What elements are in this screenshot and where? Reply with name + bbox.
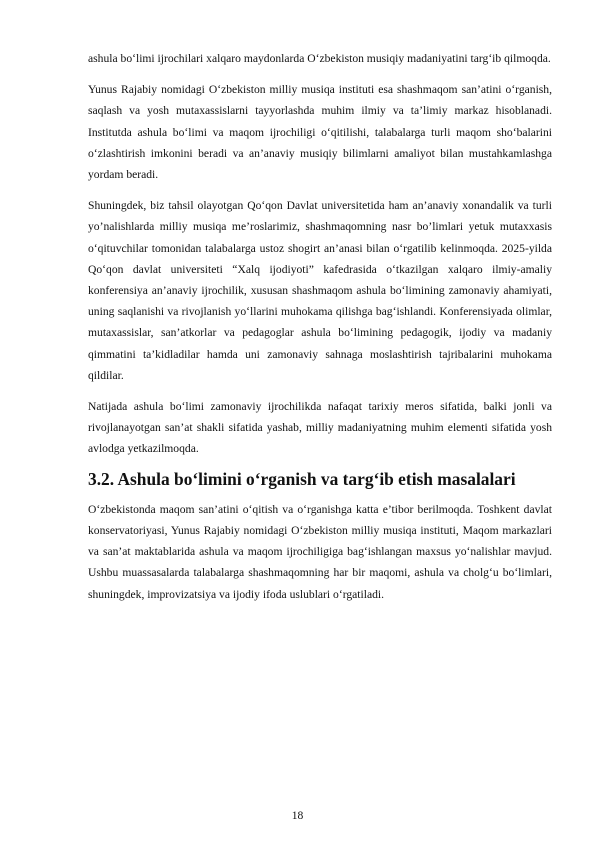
page-number: 18 (291, 809, 304, 822)
section-heading: 3.2. Ashula bo‘limini o‘rganish va targ‘ib etish masalalari (88, 468, 516, 489)
document-page (88, 48, 552, 615)
paragraph-continuation: ashula bo‘limi ijrochilari xalqaro maydonlarda O‘zbekiston musiqiy madaniyatini targ‘ib qilmoqda. (88, 52, 551, 65)
paragraph-conclusion: Natijada ashula bo‘limi zamonaviy ijrochilikda nafaqat tarixiy meros sifatida, balki jonli va rivojlanayotgan san’at shakli sifatida yashab, milliy madaniyatning muhim elementi sifatida yosh avlodga yetkazilmoqda. (88, 400, 552, 456)
paragraph-institute: Yunus Rajabiy nomidagi O‘zbekiston milliy musiqa instituti esa shashmaqom san’atini o‘rganish, saqlash va yosh mutaxassislarni tayyorlashda muhim ilmiy va ta’limiy markaz hisoblanadi. Institutda ashula bo‘limi va maqom ijrochiligi o‘qitilishi, talabalarga turli maqom sho‘balarini o‘zlashtirish imkonini beradi va an’anaviy musiqiy bilimlarni amaliyot bilan mustahkamlashga yordam beradi. (88, 83, 552, 182)
paragraph-section-body: O‘zbekistonda maqom san’atini o‘qitish va o‘rganishga katta e’tibor berilmoqda. Toshkent davlat konservatoriyasi, Yunus Rajabiy nomidagi O‘zbekiston milliy musiqa instituti, Maqom markazlari va san’at maktablarida ashula va maqom ijrochiligiga bag‘ishlangan maxsus yo‘nalishlar mavjud. Ushbu muassasalarda talabalarga shashmaqomning har bir maqomi, ashula va cholg‘u bo‘limlari, shuningdek, improvizatsiya va ijodiy ifoda uslublari o‘rgatiladi. (88, 502, 552, 601)
paragraph-university: Shuningdek, biz tahsil olayotgan Qo‘qon Davlat universitetida ham an’anaviy xonandalik va turli yo’nalishlarda milliy musiqa me’roslarimiz, shashmaqomning nasr bo’limlari yetuk mutaxxasis o‘qituvchilar tomonidan talabalarga ustoz shogirt an’anasi bilan o‘rgatilib kelinmoqda. 2025-yilda Qo‘qon davlat universiteti “Xalq ijodiyoti” kafedrasida o‘tkazilgan xalqaro ilmiy-amaliy konferensiya an’anaviy ijrochilik, xususan shashmaqom ashula bo‘limining zamonaviy ahamiyati, uning saqlanishi va rivojlanish yo‘llarini muhokama qilishga bag‘ishlandi. Konferensiyada olimlar, mutaxassislar, san’atkorlar va pedagoglar ashula bo‘limining pedagogik, ijodiy va madaniy qimmatini ta’kidladilar hamda uni zamonaviy sahnaga moslashtirish tajribalarini muhokama qildilar. (88, 199, 552, 382)
